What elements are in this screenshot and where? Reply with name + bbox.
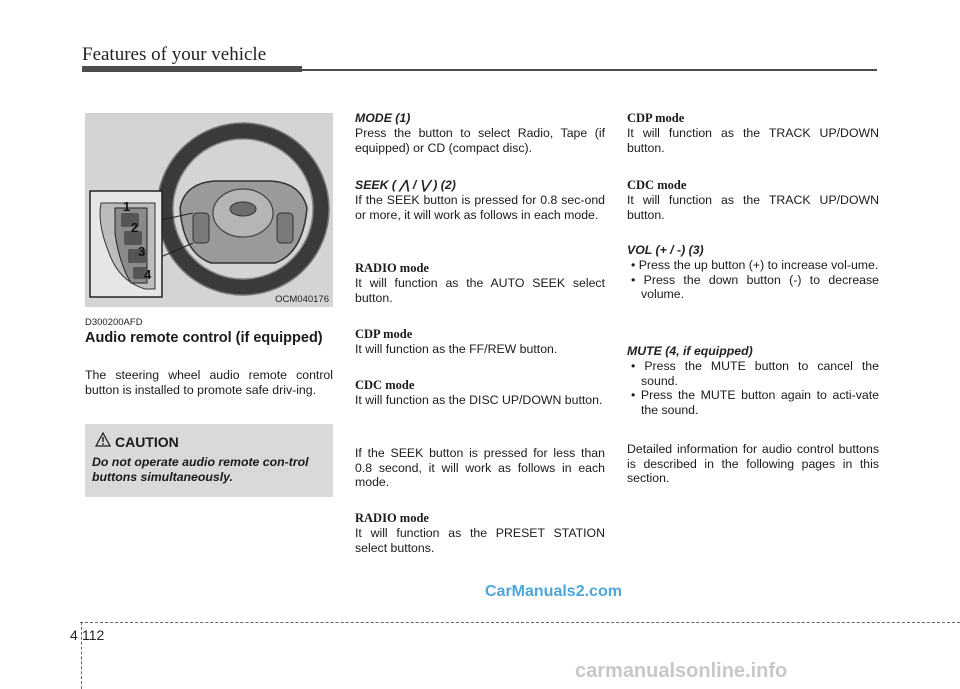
mute-block	[627, 344, 879, 417]
callout-2: 2	[131, 220, 139, 235]
cdp-heading: CDP mode	[355, 327, 413, 341]
detail-block	[627, 442, 879, 486]
cdc-block	[355, 378, 605, 408]
radio2-text: It will function as the PRESET STATION select buttons.	[355, 526, 605, 555]
mute-list	[627, 359, 879, 417]
page-header-title: Features of your vehicle	[82, 44, 267, 65]
radio-text: It will function as the AUTO SEEK select button.	[355, 276, 605, 305]
vol-block	[627, 243, 879, 302]
right-cdp-text: It will function as the TRACK UP/DOWN button.	[627, 126, 879, 155]
caution-box	[85, 424, 333, 497]
cdc-text: It will function as the DISC UP/DOWN button.	[355, 393, 603, 407]
radio-heading: RADIO mode	[355, 261, 429, 275]
caution-text: Do not operate audio remote con-trol buttons simultaneously.	[92, 455, 309, 484]
radio-block	[355, 261, 605, 305]
intro-paragraph: The steering wheel audio remote control button is installed to promote safe driv-ing.	[85, 368, 333, 397]
seek-heading: SEEK ( ⋀ / ⋁ ) (2)	[355, 178, 456, 192]
cdp-text: It will function as the FF/REW button.	[355, 342, 558, 356]
header-rule-thick	[82, 66, 302, 72]
page-number-value: 112	[82, 627, 105, 643]
right-cdp-heading: CDP mode	[627, 111, 685, 125]
list-item: • Press the MUTE button again to acti-vate the sound.	[627, 388, 879, 417]
list-item: • Press the down button (-) to decrease volume.	[627, 273, 879, 302]
figure-code: OCM040176	[275, 294, 329, 305]
short-press-block	[355, 446, 605, 490]
caution-title: CAUTION	[115, 434, 179, 450]
right-cdc-block	[627, 178, 879, 222]
footer-rule	[80, 622, 960, 623]
detail-text: Detailed information for audio control buttons is described in the following pages in this section.	[627, 442, 879, 486]
page-number	[70, 627, 104, 643]
short-press-text: If the SEEK button is pressed for less than 0.8 second, it will work as follows in each mode.	[355, 446, 605, 490]
header-rule-thin	[302, 69, 877, 71]
list-item: • Press the up button (+) to increase vol-ume.	[627, 258, 879, 273]
radio2-heading: RADIO mode	[355, 511, 429, 525]
steering-wheel-illustration	[85, 113, 333, 307]
watermark-top: CarManuals2.com	[485, 583, 622, 600]
vol-heading: VOL (+ / -) (3)	[627, 243, 704, 257]
right-cdp-block	[627, 111, 879, 155]
mode-heading: MODE (1)	[355, 111, 411, 125]
seek-block	[355, 178, 605, 222]
cdp-block	[355, 327, 605, 357]
right-cdc-heading: CDC mode	[627, 178, 687, 192]
section-title: Audio remote control (if equipped)	[85, 330, 323, 346]
cdc-heading: CDC mode	[355, 378, 415, 392]
section-code: D300200AFD	[85, 317, 143, 328]
list-item: • Press the MUTE button to cancel the sound.	[627, 359, 879, 388]
callout-4: 4	[144, 267, 152, 282]
mute-heading: MUTE (4, if equipped)	[627, 344, 753, 358]
callout-3: 3	[138, 244, 146, 259]
steering-wheel-figure	[85, 113, 333, 307]
mode-block	[355, 111, 605, 155]
mode-text: Press the button to select Radio, Tape (if equipped) or CD (compact disc).	[355, 126, 605, 155]
vol-list	[627, 258, 879, 302]
watermark-bottom: carmanualsonline.info	[575, 660, 788, 682]
warning-triangle-icon	[95, 432, 111, 447]
callout-1: 1	[123, 199, 131, 214]
seek-text: If the SEEK button is pressed for 0.8 sec-ond or more, it will work as follows in each mode.	[355, 193, 605, 222]
chapter-number: 4	[70, 627, 78, 643]
right-cdc-text: It will function as the TRACK UP/DOWN button.	[627, 193, 879, 222]
radio2-block	[355, 511, 605, 555]
